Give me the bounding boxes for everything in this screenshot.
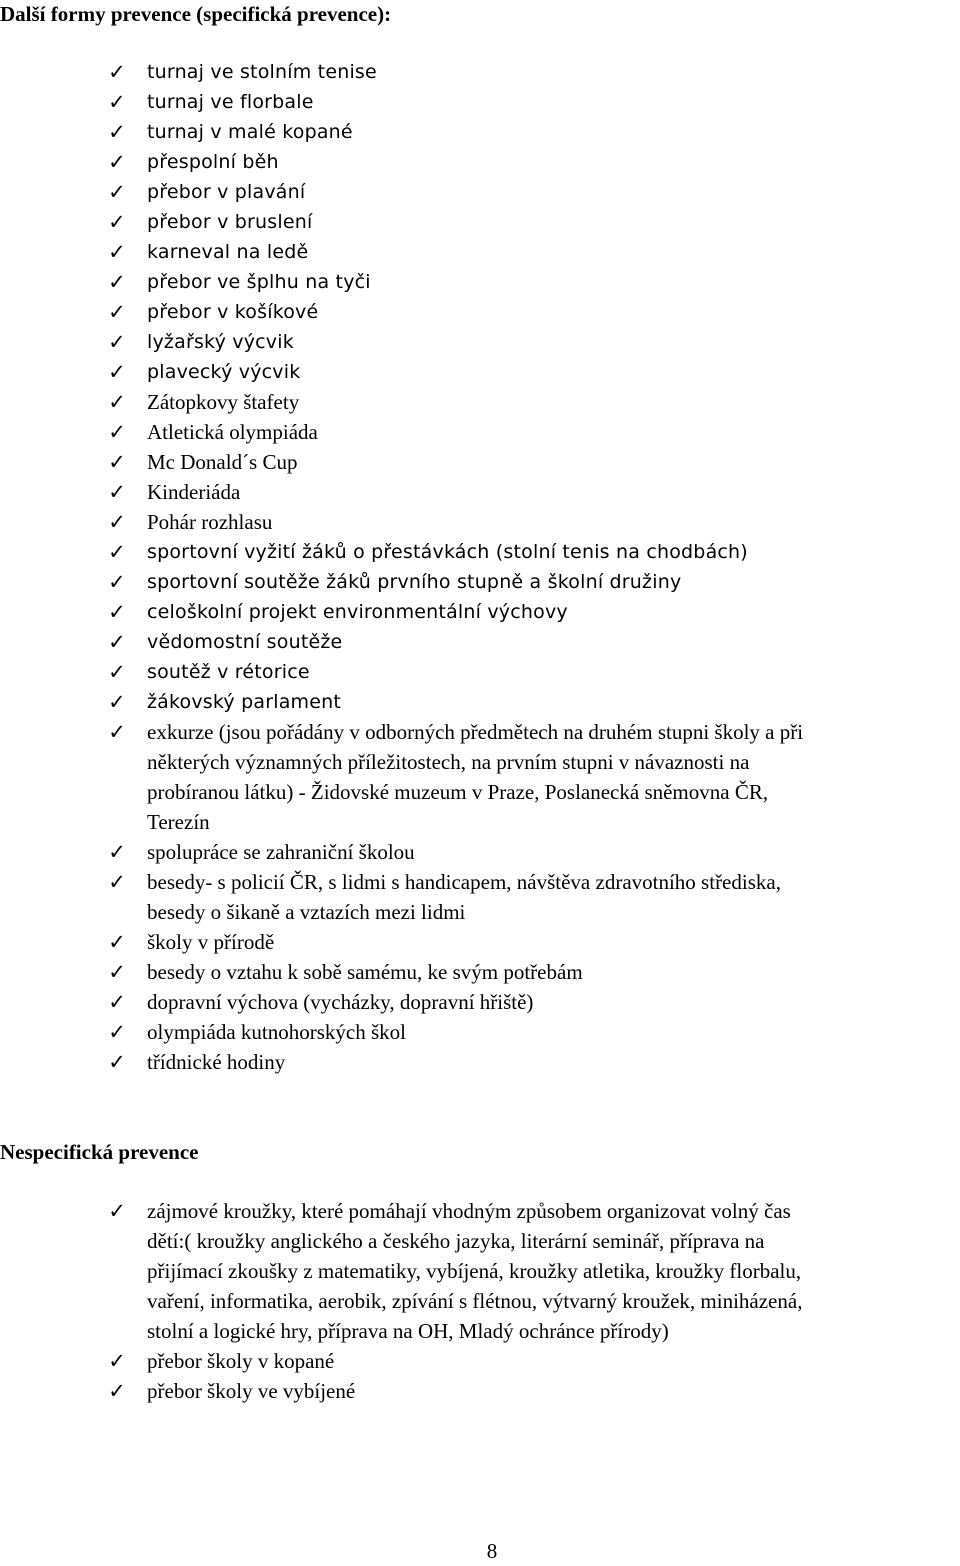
list-item-text: zájmové kroužky, které pomáhají vhodným způsobem organizovat volný čas dětí:( kroužky anglického a českého jazyka, literární seminář, příprava na přijímací zkoušky z matematiky, vybíjená, kroužky atletika, kroužky florbalu, vaření, informatika, aerobik, zpívání s flétnou, výtvarný kroužek, miniházená, stolní a logické hry, příprava na OH, Mladý ochránce přírody) bbox=[147, 1199, 803, 1343]
checkmark-icon: ✓ bbox=[108, 1349, 126, 1373]
nonspecific-prevention-list bbox=[0, 1196, 960, 1406]
list-item bbox=[0, 357, 960, 387]
list-item-text: třídnické hodiny bbox=[147, 1050, 286, 1074]
list-item bbox=[0, 87, 960, 117]
list-item-text: sportovní soutěže žáků prvního stupně a školní družiny bbox=[147, 571, 682, 593]
list-item-text: přebor v košíkové bbox=[147, 301, 319, 323]
list-item-text: přebor školy v kopané bbox=[147, 1349, 335, 1373]
checkmark-icon: ✓ bbox=[108, 300, 126, 324]
checkmark-icon: ✓ bbox=[108, 870, 126, 894]
list-item-text: besedy- s policií ČR, s lidmi s handicapem, návštěva zdravotního střediska, besedy o šikaně a vztazích mezi lidmi bbox=[147, 870, 781, 924]
list-item-text: celoškolní projekt environmentální výchovy bbox=[147, 601, 568, 623]
list-item bbox=[0, 657, 960, 687]
list-item-text: Zátopkovy štafety bbox=[147, 390, 300, 414]
list-item bbox=[0, 57, 960, 87]
list-item bbox=[0, 147, 960, 177]
list-item-text: turnaj ve florbale bbox=[147, 91, 314, 113]
list-item bbox=[0, 477, 960, 507]
list-item bbox=[0, 417, 960, 447]
checkmark-icon: ✓ bbox=[108, 570, 126, 594]
list-item bbox=[0, 267, 960, 297]
list-item bbox=[0, 177, 960, 207]
list-item bbox=[0, 867, 960, 927]
checkmark-icon: ✓ bbox=[108, 150, 126, 174]
list-item-text: turnaj ve stolním tenise bbox=[147, 61, 377, 83]
list-item bbox=[0, 1196, 960, 1346]
checkmark-icon: ✓ bbox=[108, 510, 126, 534]
list-item-text: přebor v bruslení bbox=[147, 211, 313, 233]
list-item-text: školy v přírodě bbox=[147, 930, 275, 954]
checkmark-icon: ✓ bbox=[108, 630, 126, 654]
list-item bbox=[0, 627, 960, 657]
checkmark-icon: ✓ bbox=[108, 330, 126, 354]
section-heading-specific-prevention: Další formy prevence (specifická prevence): bbox=[0, 2, 392, 26]
list-item bbox=[0, 717, 960, 837]
list-item-text: spolupráce se zahraniční školou bbox=[147, 840, 415, 864]
list-item bbox=[0, 327, 960, 357]
checkmark-icon: ✓ bbox=[108, 240, 126, 264]
checkmark-icon: ✓ bbox=[108, 360, 126, 384]
list-item bbox=[0, 117, 960, 147]
list-item-text: besedy o vztahu k sobě samému, ke svým potřebám bbox=[147, 960, 583, 984]
checkmark-icon: ✓ bbox=[108, 930, 126, 954]
checkmark-icon: ✓ bbox=[108, 120, 126, 144]
list-item bbox=[0, 237, 960, 267]
list-item bbox=[0, 297, 960, 327]
list-item-text: Kinderiáda bbox=[147, 480, 241, 504]
checkmark-icon: ✓ bbox=[108, 1020, 126, 1044]
list-item bbox=[0, 567, 960, 597]
list-item-text: soutěž v rétorice bbox=[147, 661, 310, 683]
list-item bbox=[0, 837, 960, 867]
list-item bbox=[0, 447, 960, 477]
list-item-text: přebor v plavání bbox=[147, 181, 306, 203]
list-item bbox=[0, 1047, 960, 1077]
list-item-text: žákovský parlament bbox=[147, 691, 342, 713]
list-item bbox=[0, 1017, 960, 1047]
list-item-text: Pohár rozhlasu bbox=[147, 510, 273, 534]
specific-prevention-list bbox=[0, 57, 960, 1077]
checkmark-icon: ✓ bbox=[108, 1379, 126, 1403]
checkmark-icon: ✓ bbox=[108, 270, 126, 294]
list-item-text: přebor ve šplhu na tyči bbox=[147, 271, 371, 293]
checkmark-icon: ✓ bbox=[108, 60, 126, 84]
list-item-text: exkurze (jsou pořádány v odborných předmětech na druhém stupni školy a při některých významných příležitostech, na prvním stupni v návaznosti na probíranou látku) - Židovské muzeum v Praze, Poslanecká sněmovna ČR, Terezín bbox=[147, 720, 804, 834]
list-item bbox=[0, 927, 960, 957]
list-item-text: karneval na ledě bbox=[147, 241, 309, 263]
list-item-text: olympiáda kutnohorských škol bbox=[147, 1020, 406, 1044]
checkmark-icon: ✓ bbox=[108, 390, 126, 414]
checkmark-icon: ✓ bbox=[108, 600, 126, 624]
checkmark-icon: ✓ bbox=[108, 180, 126, 204]
list-item-text: lyžařský výcvik bbox=[147, 331, 294, 353]
checkmark-icon: ✓ bbox=[108, 840, 126, 864]
list-item bbox=[0, 987, 960, 1017]
list-item-text: přebor školy ve vybíjené bbox=[147, 1379, 356, 1403]
page-number: 8 bbox=[486, 1539, 498, 1563]
list-item bbox=[0, 1346, 960, 1376]
checkmark-icon: ✓ bbox=[108, 90, 126, 114]
list-item bbox=[0, 1376, 960, 1406]
checkmark-icon: ✓ bbox=[108, 1050, 126, 1074]
list-item bbox=[0, 597, 960, 627]
list-item bbox=[0, 957, 960, 987]
list-item-text: plavecký výcvik bbox=[147, 361, 301, 383]
checkmark-icon: ✓ bbox=[108, 480, 126, 504]
checkmark-icon: ✓ bbox=[108, 450, 126, 474]
checkmark-icon: ✓ bbox=[108, 660, 126, 684]
checkmark-icon: ✓ bbox=[108, 420, 126, 444]
list-item-text: vědomostní soutěže bbox=[147, 631, 343, 653]
list-item bbox=[0, 537, 960, 567]
checkmark-icon: ✓ bbox=[108, 960, 126, 984]
list-item bbox=[0, 387, 960, 417]
list-item-text: přespolní běh bbox=[147, 151, 279, 173]
checkmark-icon: ✓ bbox=[108, 1199, 126, 1223]
checkmark-icon: ✓ bbox=[108, 720, 126, 744]
checkmark-icon: ✓ bbox=[108, 690, 126, 714]
list-item bbox=[0, 687, 960, 717]
checkmark-icon: ✓ bbox=[108, 990, 126, 1014]
section-heading-nonspecific-prevention: Nespecifická prevence bbox=[0, 1140, 199, 1164]
list-item-text: Mc Donald´s Cup bbox=[147, 450, 298, 474]
list-item bbox=[0, 507, 960, 537]
checkmark-icon: ✓ bbox=[108, 540, 126, 564]
list-item bbox=[0, 207, 960, 237]
checkmark-icon: ✓ bbox=[108, 210, 126, 234]
list-item-text: turnaj v malé kopané bbox=[147, 121, 353, 143]
list-item-text: dopravní výchova (vycházky, dopravní hřiště) bbox=[147, 990, 534, 1014]
list-item-text: sportovní vyžití žáků o přestávkách (stolní tenis na chodbách) bbox=[147, 541, 748, 563]
list-item-text: Atletická olympiáda bbox=[147, 420, 318, 444]
